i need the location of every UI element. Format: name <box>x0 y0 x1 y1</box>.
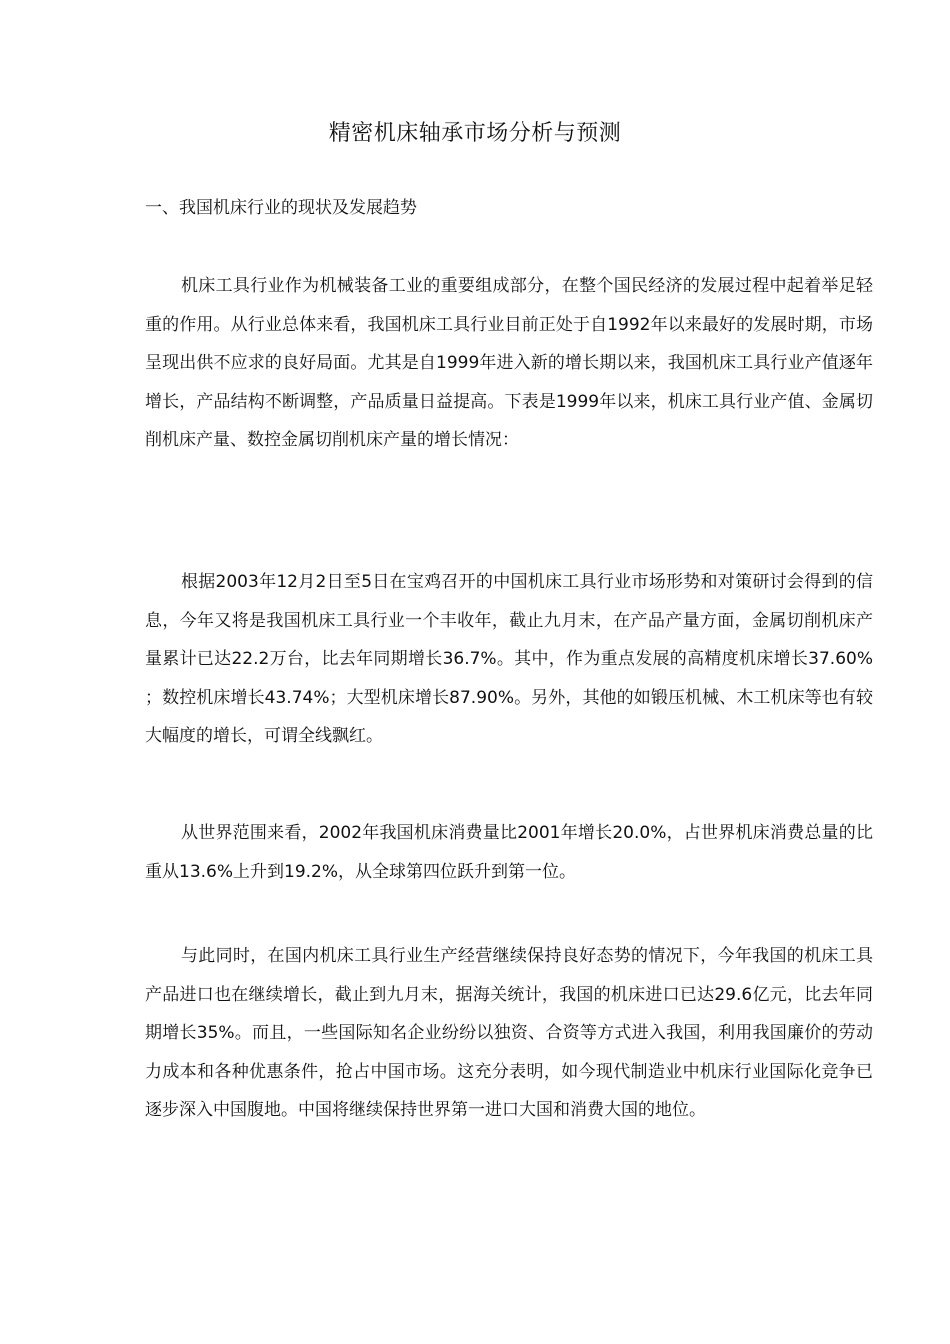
section-heading: 一、我国机床行业的现状及发展趋势 <box>145 198 417 218</box>
paragraph-3: 从世界范围来看，2002年我国机床消费量比2001年增长20.0%，占世界机床消费总量的比重从13.6%上升到19.2%，从全球第四位跃升到第一位。 <box>145 823 873 882</box>
paragraph-4: 与此同时，在国内机床工具行业生产经营继续保持良好态势的情况下，今年我国的机床工具产品进口也在继续增长，截止到九月末，据海关统计，我国的机床进口已达29.6亿元，比去年同期增长35%。而且，一些国际知名企业纷纷以独资、合资等方式进入我国，利用我国廉价的劳动力成本和各种优惠条件，抢占中国市场。这充分表明，如今现代制造业中机床行业国际化竞争已逐步深入中国腹地。中国将继续保持世界第一进口大国和消费大国的地位。 <box>145 946 873 1121</box>
paragraph-2: 根据2003年12月2日至5日在宝鸡召开的中国机床工具行业市场形势和对策研讨会得到的信息，今年又将是我国机床工具行业一个丰收年，截止九月末，在产品产量方面，金属切削机床产量累计已达22.2万台，比去年同期增长36.7%。其中，作为重点发展的高精度机床增长37.60%；数控机床增长43.74%；大型机床增长87.90%。另外，其他的如锻压机械、木工机床等也有较大幅度的增长，可谓全线飘红。 <box>145 572 873 747</box>
paragraph-1: 机床工具行业作为机械装备工业的重要组成部分，在整个国民经济的发展过程中起着举足轻重的作用。从行业总体来看，我国机床工具行业目前正处于自1992年以来最好的发展时期，市场呈现出供不应求的良好局面。尤其是自1999年进入新的增长期以来，我国机床工具行业产值逐年增长，产品结构不断调整，产品质量日益提高。下表是1999年以来，机床工具行业产值、金属切削机床产量、数控金属切削机床产量的增长情况： <box>145 276 873 451</box>
document-title: 精密机床轴承市场分析与预测 <box>328 121 622 146</box>
